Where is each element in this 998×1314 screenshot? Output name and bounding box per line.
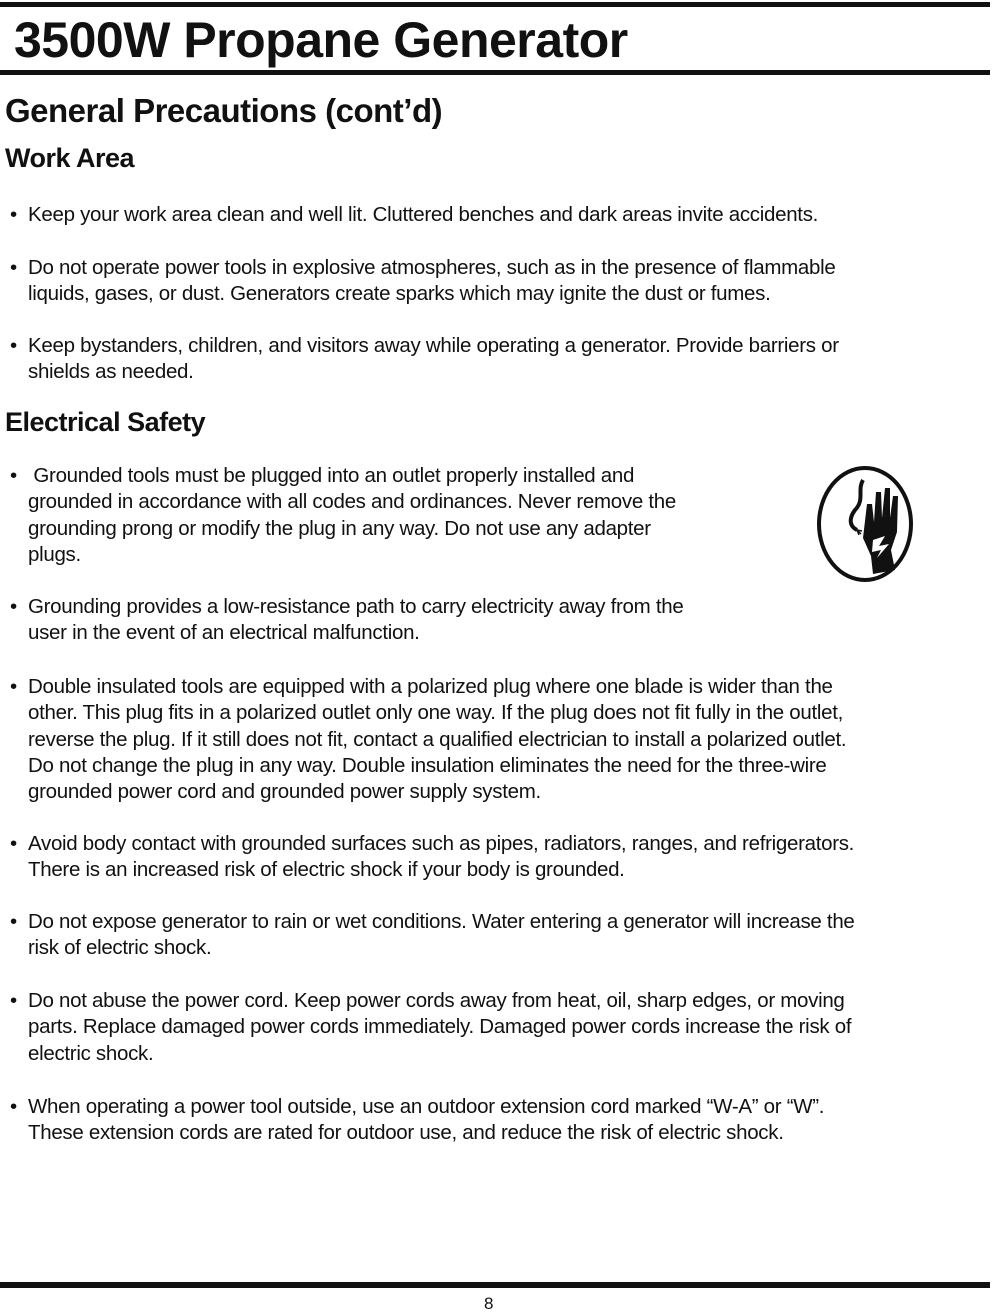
- bullet-text: risk of electric shock.: [28, 936, 212, 960]
- bullet-text: grounded power cord and grounded power supply system.: [28, 780, 541, 804]
- bullet-text: Do not change the plug in any way. Double insulation eliminates the need for the three-wire: [28, 753, 827, 777]
- bullet-icon: •: [10, 1095, 17, 1118]
- bullet-text: Do not operate power tools in explosive atmospheres, such as in the presence of flammable: [28, 256, 836, 279]
- bullet-text: shields as needed.: [28, 360, 194, 384]
- bullet-text: Do not expose generator to rain or wet conditions. Water entering a generator will increase the: [28, 910, 855, 933]
- bullet-text: reverse the plug. If it still does not fit, contact a qualified electrician to install a polarized outlet.: [28, 727, 847, 751]
- bullet-text: other. This plug fits in a polarized outlet only one way. If the plug does not fit fully in the outlet,: [28, 701, 844, 725]
- bullet-item: [10, 831, 854, 884]
- electrical-safety-heading: Electrical Safety: [5, 407, 206, 437]
- bullet-item: [10, 333, 839, 386]
- bullet-item: [10, 674, 846, 805]
- bullet-item: [10, 988, 851, 1067]
- bullet-item: [10, 463, 676, 568]
- bullet-icon: •: [10, 203, 17, 226]
- bullet-item: [10, 202, 818, 228]
- bullet-text: Grounded tools must be plugged into an outlet properly installed and: [28, 464, 635, 487]
- bullet-item: [10, 594, 683, 647]
- bullet-icon: •: [10, 256, 17, 279]
- work-area-heading: Work Area: [5, 143, 135, 173]
- bullet-icon: •: [10, 675, 17, 698]
- bullet-icon: •: [10, 464, 17, 487]
- bullet-text: Keep bystanders, children, and visitors away while operating a generator. Provide barriers or: [28, 334, 839, 357]
- bullet-text: There is an increased risk of electric shock if your body is grounded.: [28, 858, 625, 882]
- page-number: 8: [484, 1294, 494, 1313]
- top-rule: [0, 2, 990, 7]
- bullet-text: plugs.: [28, 542, 81, 566]
- bullet-icon: •: [10, 595, 17, 618]
- footer-rule: [0, 1282, 990, 1288]
- bullet-text: Double insulated tools are equipped with a polarized plug where one blade is wider than the: [28, 675, 833, 698]
- bullet-text: Grounding provides a low-resistance path to carry electricity away from the: [28, 595, 684, 618]
- title-rule: [0, 70, 990, 75]
- bullet-text: user in the event of an electrical malfunction.: [28, 621, 420, 645]
- bullet-icon: •: [10, 334, 17, 357]
- bullet-text: Avoid body contact with grounded surfaces such as pipes, radiators, ranges, and refrigerators.: [28, 832, 855, 855]
- bullet-icon: •: [10, 989, 17, 1012]
- bullet-icon: •: [10, 910, 17, 933]
- bullet-text: electric shock.: [28, 1041, 154, 1065]
- bullet-text: These extension cords are rated for outdoor use, and reduce the risk of electric shock.: [28, 1121, 784, 1145]
- bullet-text: grounded in accordance with all codes and ordinances. Never remove the: [28, 490, 676, 514]
- bullet-icon: •: [10, 832, 17, 855]
- page-title: 3500W Propane Generator: [14, 12, 628, 68]
- section-title: General Precautions (cont’d): [5, 92, 443, 129]
- bullet-item: [10, 255, 835, 308]
- bullet-text: When operating a power tool outside, use an outdoor extension cord marked “W-A” or “W”.: [28, 1095, 825, 1118]
- bullet-item: [10, 1094, 824, 1147]
- bullet-text: liquids, gases, or dust. Generators create sparks which may ignite the dust or fumes.: [28, 282, 771, 306]
- electric-shock-hazard-icon: [815, 460, 915, 588]
- bullet-text: grounding prong or modify the plug in any way. Do not use any adapter: [28, 516, 651, 540]
- bullet-text: parts. Replace damaged power cords immediately. Damaged power cords increase the risk of: [28, 1015, 852, 1039]
- bullet-item: [10, 909, 855, 962]
- bullet-text: Do not abuse the power cord. Keep power cords away from heat, oil, sharp edges, or moving: [28, 989, 845, 1012]
- bullet-text: Keep your work area clean and well lit. Cluttered benches and dark areas invite accidents.: [28, 203, 819, 226]
